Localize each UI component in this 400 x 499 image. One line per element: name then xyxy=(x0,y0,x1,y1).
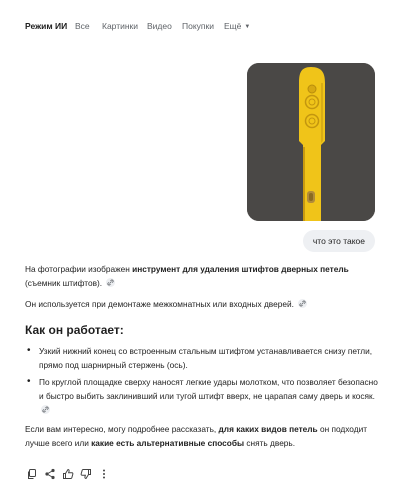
answer-paragraph-1 xyxy=(25,262,375,290)
hinge-pin-tool-image xyxy=(247,63,375,221)
answer-text: снять дверь. xyxy=(244,438,296,448)
tab-shopping[interactable]: Покупки xyxy=(182,21,214,31)
bullet-icon: • xyxy=(27,345,31,356)
link-icon[interactable] xyxy=(298,299,307,308)
answer-text: Если вам интересно, могу подробнее рассказать, xyxy=(25,424,219,434)
answer-paragraph-3 xyxy=(25,422,370,450)
answer-bold-text: для каких видов петель xyxy=(218,424,318,434)
tab-more[interactable] xyxy=(224,21,250,31)
answer-paragraph-2 xyxy=(25,297,375,311)
chevron-down-icon: ▼ xyxy=(244,24,251,30)
tab-more-label: Ещё xyxy=(224,21,242,31)
answer-bold-text: какие есть альтернативные способы xyxy=(91,438,245,448)
bullet-icon: • xyxy=(27,376,31,387)
list-item-text: По круглой площадке сверху наносят легкие удары молотком, что позволяет безопасно и быстро выбить заклинивший или тугой штифт вверх, не царапая саму дверь и косяк. xyxy=(39,377,378,401)
list-item xyxy=(25,344,384,372)
tab-images[interactable]: Картинки xyxy=(102,21,139,31)
uploaded-photo[interactable] xyxy=(247,63,375,221)
share-icon[interactable] xyxy=(44,467,56,479)
link-icon[interactable] xyxy=(106,278,115,287)
list-item-text: Узкий нижний конец со встроенным стальным штифтом устанавливается снизу петли, прямо под шарнирный стержень (ось). xyxy=(39,346,373,370)
list-item xyxy=(25,375,384,417)
more-icon[interactable] xyxy=(98,467,110,479)
thumbs-down-icon[interactable] xyxy=(80,467,92,479)
link-icon[interactable] xyxy=(41,405,50,414)
answer-text: он подходит лучше всего или xyxy=(25,424,368,448)
answer-text: На фотографии изображен xyxy=(25,264,133,274)
tab-ai-mode[interactable]: Режим ИИ xyxy=(25,21,68,31)
copy-icon[interactable] xyxy=(26,467,38,479)
answer-text: Он используется при демонтаже межкомнатных или входных дверей. xyxy=(25,299,294,309)
tab-all[interactable]: Все xyxy=(75,21,90,31)
thumbs-up-icon[interactable] xyxy=(62,467,74,479)
mode-tabs xyxy=(0,0,400,44)
section-heading: Как он работает: xyxy=(25,323,124,337)
answer-bold-text: инструмент для удаления штифтов дверных петель xyxy=(132,264,349,274)
tab-video[interactable]: Видео xyxy=(147,21,172,31)
user-query-bubble: что это такое xyxy=(303,230,375,252)
answer-text: (съемник штифтов). xyxy=(25,278,103,288)
